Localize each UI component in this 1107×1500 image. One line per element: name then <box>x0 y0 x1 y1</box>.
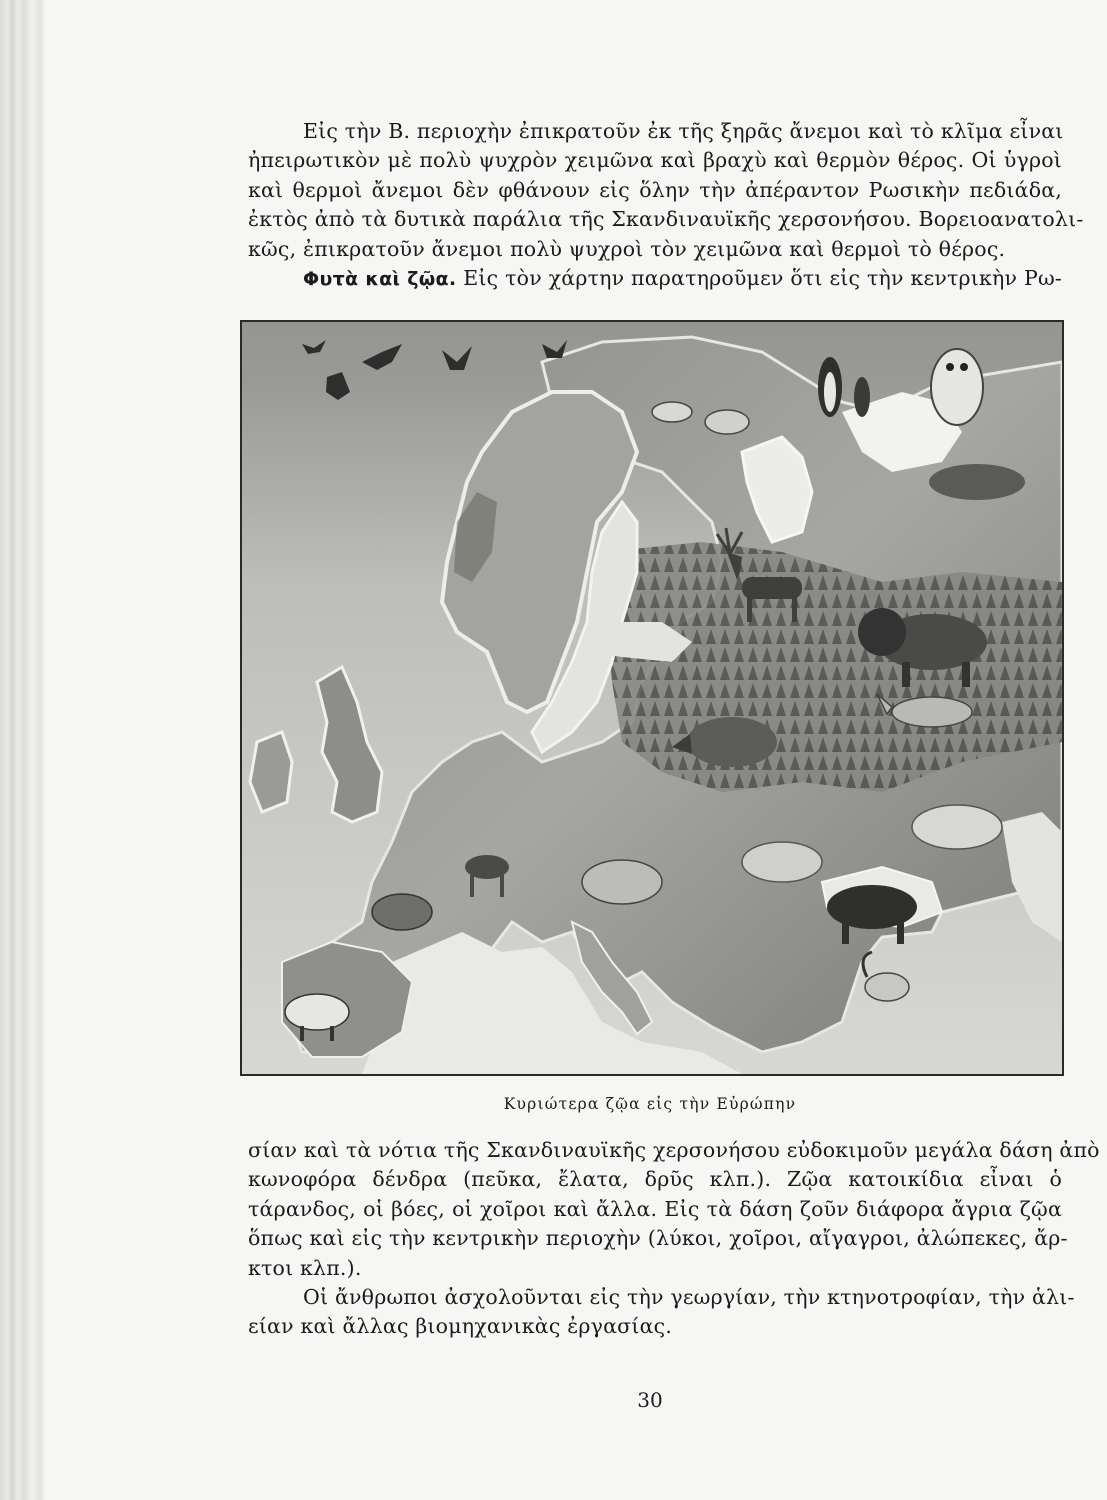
section-heading: Φυτὰ καὶ ζῷα. <box>303 268 457 291</box>
penguin-icon <box>854 377 870 417</box>
cow-figure <box>582 860 662 904</box>
text-line: σίαν καὶ τὰ νότια τῆς Σκανδιναυϊκῆς χερσονήσου εὐδοκιμοῦν μεγάλα δάση ἀπὸ <box>248 1138 1100 1162</box>
owl-icon <box>931 349 983 425</box>
paragraph-plants-animals <box>248 1136 1100 1283</box>
text-line: Οἱ ἄνθρωποι ἀσχολοῦνται εἰς τὴν γεωργίαν, τὴν κτηνοτροφίαν, τὴν ἁλι- <box>303 1285 1075 1309</box>
owl-eye <box>946 363 954 371</box>
goat-figure <box>372 894 432 930</box>
figure-caption: Κυριώτερα ζῷα εἰς τὴν Εὐρώπην <box>503 1095 797 1113</box>
text-line: Εἰς τὸν χάρτην παρατηροῦμεν ὅτι εἰς τὴν κεντρικὴν Ρω- <box>463 266 1063 291</box>
paragraph-occupations <box>248 1283 1075 1342</box>
owl-eye <box>960 363 968 371</box>
ireland <box>250 732 292 812</box>
text-line: κτοι κλπ.). <box>248 1255 362 1280</box>
page-number: 30 <box>637 1388 663 1412</box>
section-heading-line <box>248 264 1062 294</box>
text-line: κωνοφόρα δένδρα (πεῦκα, ἔλατα, δρῦς κλπ.). Ζῷα κατοικίδια εἶναι ὁ <box>248 1167 1062 1192</box>
duck-icon <box>705 410 749 434</box>
duck-icon <box>652 402 692 422</box>
europe-animals-map <box>240 320 1064 1076</box>
text-line: ἐκτὸς ἀπὸ τὰ δυτικὰ παράλια τῆς Σκανδιναυϊκῆς χερσονήσου. Βορειοανατολι- <box>248 207 1084 232</box>
text-line: ὅπως καὶ εἰς τὴν κεντρικὴν περιοχὴν (λύκοι, χοῖροι, αἴγαγροι, ἀλώπεκες, ἄρ- <box>248 1226 1068 1251</box>
text-line: τάρανδος, οἱ βόες, οἱ χοῖροι καὶ ἄλλα. Εἰς τὰ δάση ζοῦν διάφορα ἄγρια ζῷα <box>248 1196 1062 1221</box>
forest-belt <box>602 542 1062 792</box>
seal-icon <box>929 464 1025 500</box>
text-line: είαν καὶ ἄλλας βιομηχανικὰς ἐργασίας. <box>248 1314 673 1339</box>
paragraph-climate <box>248 117 1084 294</box>
penguin-belly <box>824 372 836 412</box>
text-line: Εἰς τὴν Β. περιοχὴν ἐπικρατοῦν ἐκ τῆς ξηρᾶς ἄνεμοι καὶ τὸ κλῖμα εἶναι <box>303 119 1064 143</box>
text-line: ἠπειρωτικὸν μὲ πολὺ ψυχρὸν χειμῶνα καὶ βραχὺ καὶ θερμὸν θέρος. Οἱ ὑγροὶ <box>248 148 1062 173</box>
page-stack-edge <box>0 0 46 1500</box>
text-line: καὶ θερμοὶ ἄνεμοι δὲν φθάνουν εἰς ὅλην τὴν ἀπέραντον Ρωσικὴν πεδιάδα, <box>248 177 1062 202</box>
text-line: κῶς, ἐπικρατοῦν ἄνεμοι πολὺ ψυχροὶ τὸν χειμῶνα καὶ θερμοὶ τὸ θέρος. <box>248 236 1006 261</box>
